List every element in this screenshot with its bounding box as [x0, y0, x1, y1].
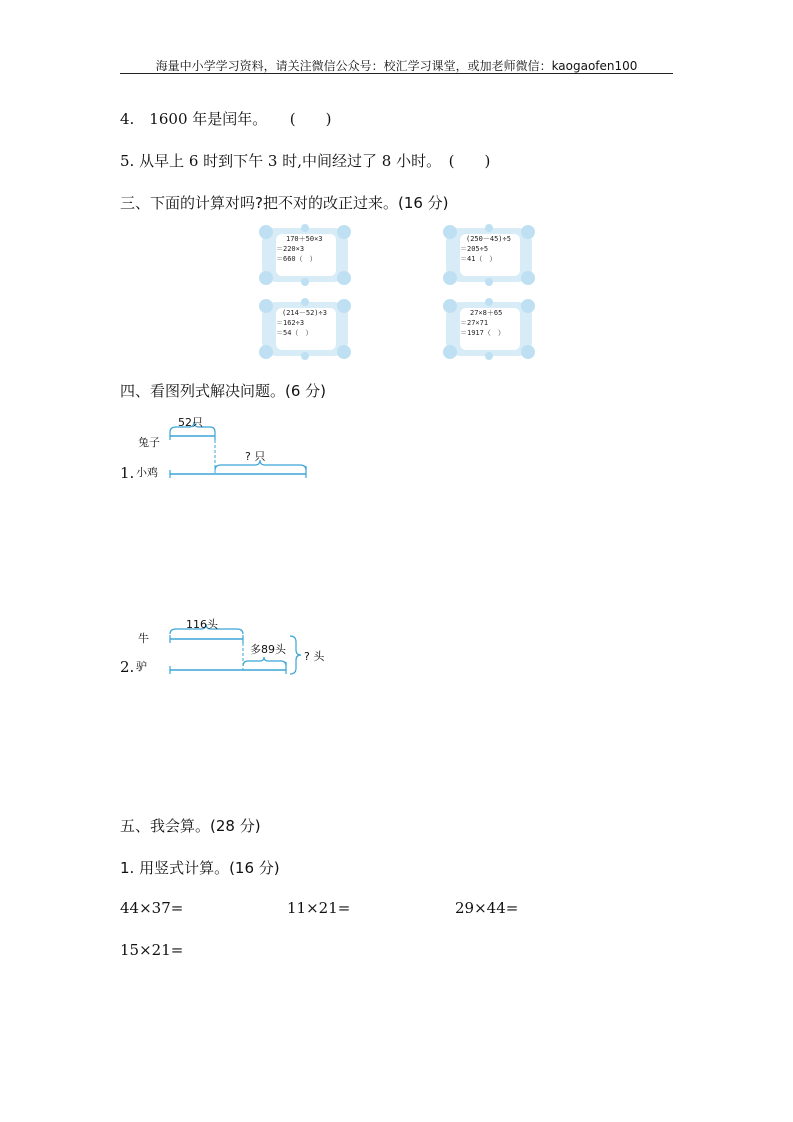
card-line: 170＋50×3 — [286, 235, 323, 243]
calc-problem: 11×21= — [287, 899, 351, 917]
card-line: ＝660（ ） — [276, 255, 317, 263]
line-diagram-2 — [120, 614, 340, 680]
card-line: ＝220×3 — [276, 245, 305, 253]
card-line: ＝162÷3 — [276, 319, 305, 327]
judge-item-5: 5. 从早上 6 时到下午 3 时,中间经过了 8 小时。 ( ) — [120, 152, 491, 170]
judge-item-4: 4. 1600 年是闰年。 ( ) — [120, 110, 332, 128]
section-5-title: 五、我会算。(28 分) — [120, 817, 261, 835]
card-line: 27×8＋65 — [470, 309, 503, 317]
header-rule — [120, 73, 673, 74]
brace-label-more: 多89头 — [250, 643, 286, 656]
section-5-sub-1: 1. 用竖式计算。(16 分) — [120, 859, 280, 877]
calc-card-4 — [442, 298, 536, 360]
calc-card-3 — [258, 298, 352, 360]
calc-problem: 29×44= — [455, 899, 519, 917]
card-line: (250－45)÷5 — [466, 235, 511, 243]
card-line: ＝54（ ） — [276, 329, 313, 337]
brace-label-52: 52只 — [178, 416, 203, 429]
calc-problem: 44×37= — [120, 899, 184, 917]
label-donkey: 驴 — [136, 660, 147, 673]
card-line: ＝205÷5 — [460, 245, 489, 253]
problem-number-1: 1. — [120, 464, 135, 482]
label-rabbit: 兔子 — [138, 436, 160, 449]
calc-problem: 15×21= — [120, 941, 184, 959]
label-chick: 小鸡 — [136, 466, 158, 479]
page-header: 海量中小学学习资料，请关注微信公众号：校汇学习课堂，或加老师微信：kaogaofen100 — [155, 59, 638, 73]
card-line: (214－52)÷3 — [282, 309, 327, 317]
calc-card-1 — [258, 224, 352, 286]
section-3-title: 三、下面的计算对吗?把不对的改正过来。(16 分) — [120, 194, 449, 212]
brace-label-unknown: ? 只 — [245, 450, 266, 463]
label-cow: 牛 — [138, 632, 149, 645]
card-line: ＝41（ ） — [460, 255, 497, 263]
problem-number-2: 2. — [120, 658, 135, 676]
card-line: ＝1917（ ） — [460, 329, 505, 337]
brace-label-total: ? 头 — [304, 650, 325, 663]
line-diagram-1 — [120, 416, 320, 486]
section-4-title: 四、看图列式解决问题。(6 分) — [120, 382, 327, 400]
card-line: ＝27×71 — [460, 319, 489, 327]
brace-label-116: 116头 — [186, 618, 218, 631]
calc-card-2 — [442, 224, 536, 286]
